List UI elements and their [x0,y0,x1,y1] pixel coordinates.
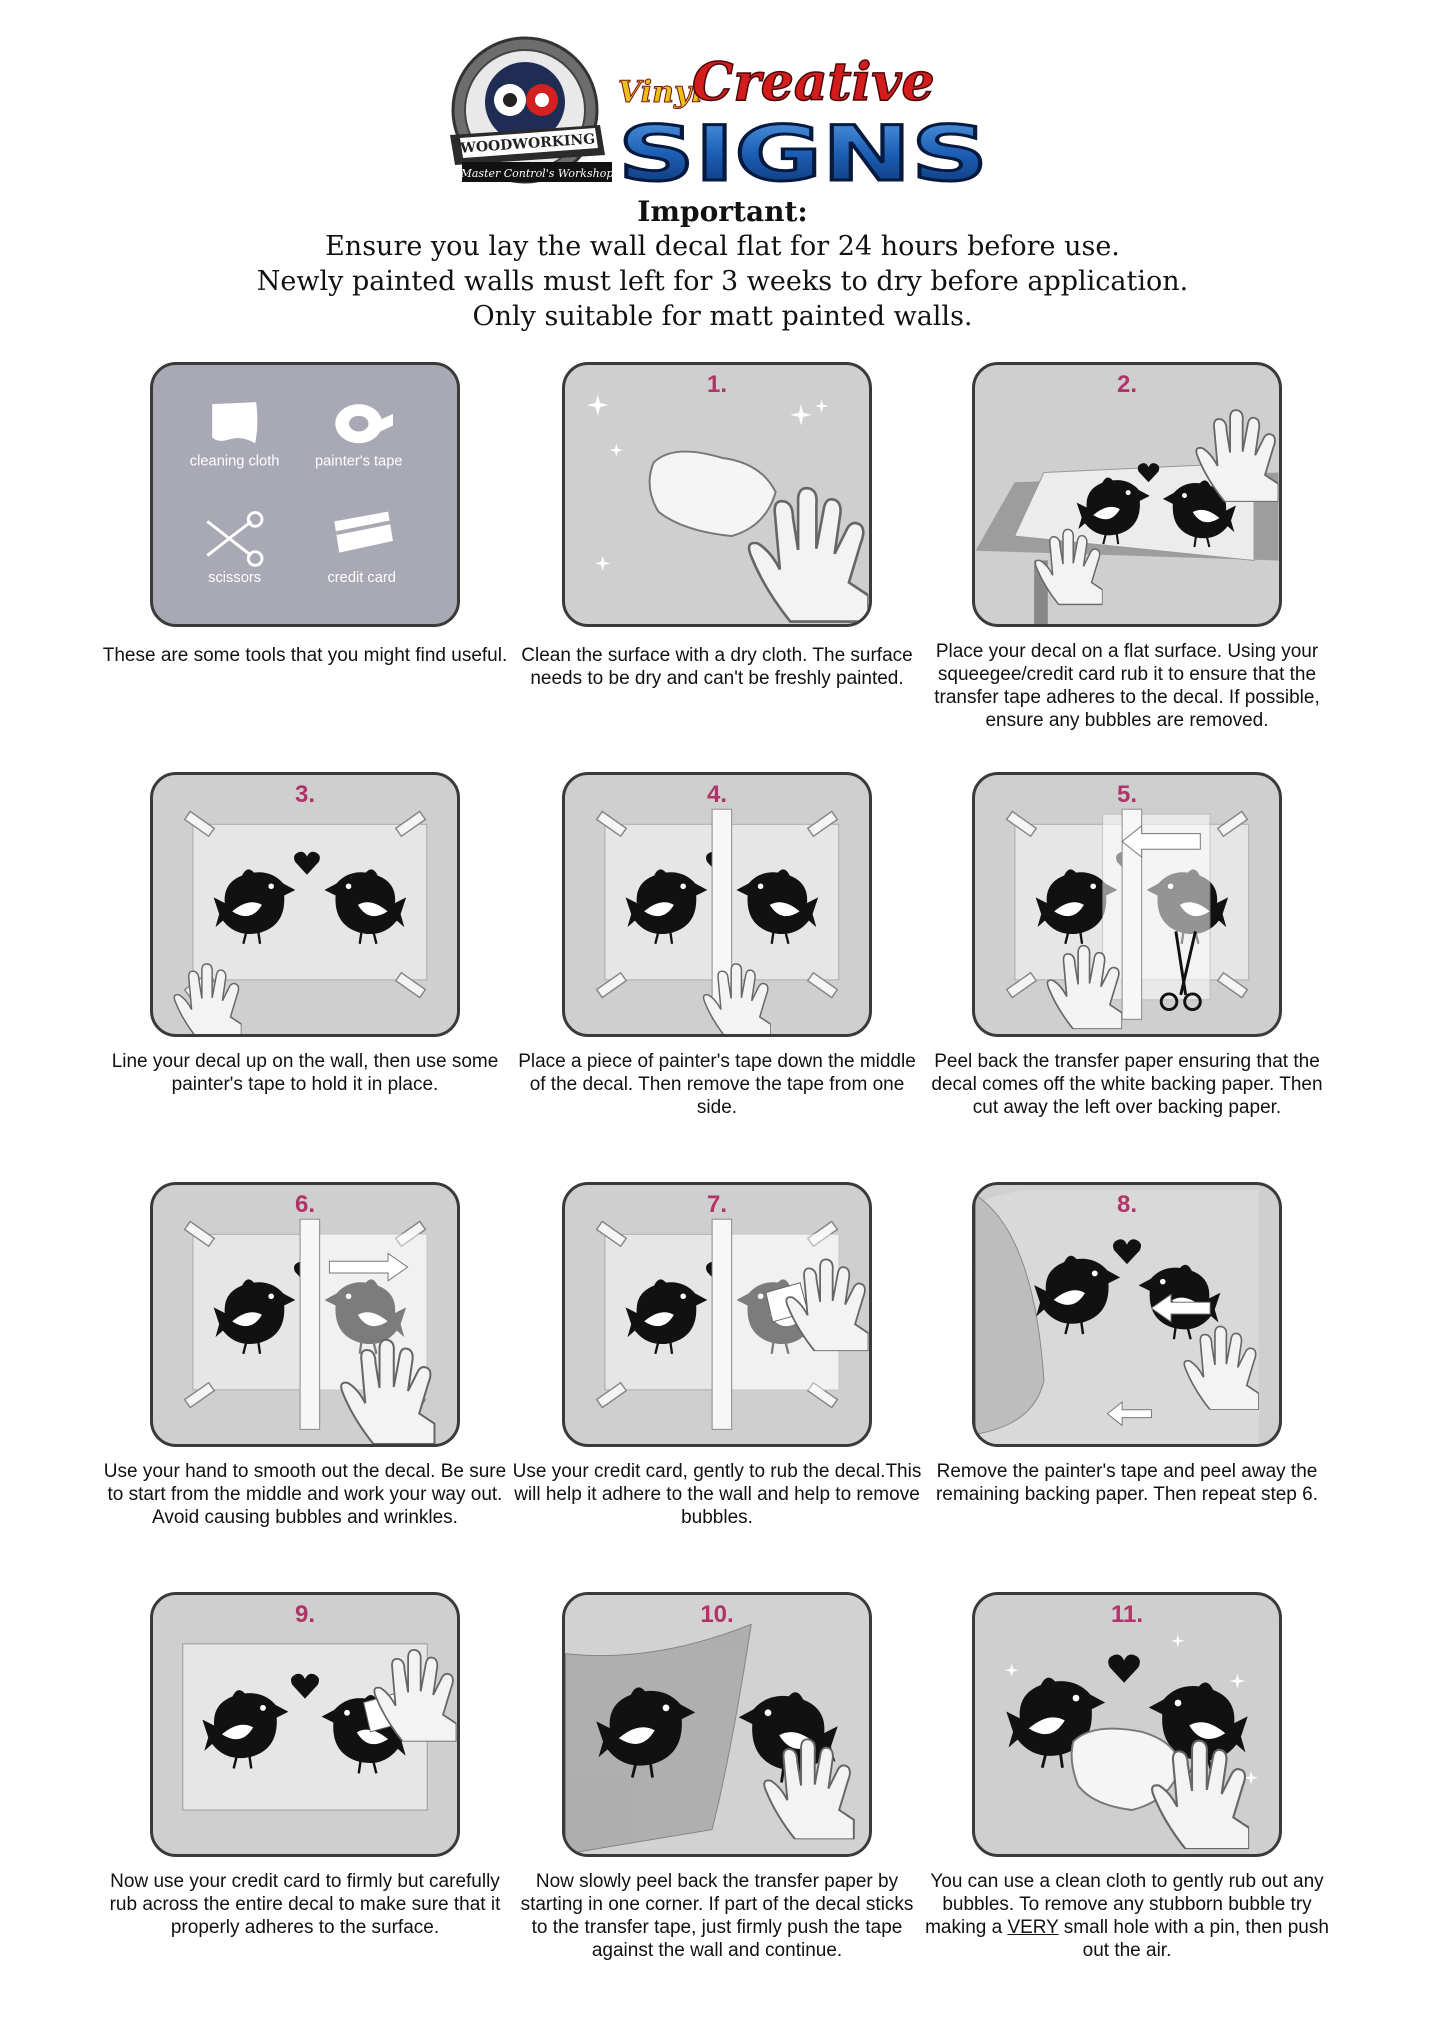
step-10 [512,1592,922,1992]
step-5 [922,772,1332,1172]
step-caption: Place a piece of painter's tape down the middle of the decal. Then remove the tape from one side. [518,1051,916,1118]
step-number: 11. [1110,1601,1144,1628]
notice-line: Only suitable for matt painted walls. [472,301,973,332]
notice-line: Newly painted walls must left for 3 weeks to dry before application. [256,266,1189,297]
step-11-illustration [975,1595,1279,1854]
step-8-illustration [975,1185,1279,1444]
step-1-panel [562,362,872,627]
step-5-illustration [975,775,1279,1034]
tools-panel [150,362,460,627]
step-number: 8. [1116,1191,1137,1218]
step-3-panel [150,772,460,1037]
step-9 [100,1592,510,1992]
scissors-label: scissors [208,569,262,586]
step-6-panel [150,1182,460,1447]
credit-card-label: credit card [327,569,396,586]
notice-heading: Important: [637,195,808,228]
step-7-illustration [565,1185,869,1444]
scissors-icon [207,513,262,566]
step-caption: Clean the surface with a dry cloth. The surface needs to be dry and can't be freshly painted. [521,645,913,689]
step-9-panel [150,1592,460,1857]
step-caption: Line your decal up on the wall, then use some painter's tape to hold it in place. [111,1051,499,1095]
step-2-panel [972,362,1282,627]
step-2-illustration [975,365,1279,624]
important-notice [0,195,1445,334]
step-number: 7. [706,1191,727,1218]
step-1-illustration [565,365,869,624]
step-number: 1. [706,371,727,398]
step-number: 6. [294,1191,315,1218]
step-6 [100,1182,510,1582]
cleaning-cloth-label: cleaning cloth [189,453,280,470]
svg-text:Vinyl: Vinyl [618,75,703,110]
notice-line: Ensure you lay the wall decal flat for 24 hours before use. [325,231,1120,262]
svg-text:WOODWORKING: WOODWORKING [459,131,596,157]
step-4-illustration [565,775,869,1034]
step-8 [922,1182,1332,1582]
step-caption: Use your hand to smooth out the decal. Be sure to start from the middle and work your way out. Avoid causing bubbles and wrinkles. [103,1461,507,1528]
step-9-illustration [153,1595,457,1854]
step-number: 2. [1116,371,1137,398]
cloth-icon [650,452,776,536]
step-caption: Now slowly peel back the transfer paper by starting in one corner. If part of the decal sticks to the transfer tape, just firmly push the tape against the wall and continue. [520,1871,914,1961]
svg-text:Master Control's Workshop: Master Control's Workshop [460,167,614,180]
step-2 [922,362,1332,762]
tools-illustration [153,365,457,624]
painters-tape-icon [335,404,393,443]
step-6-illustration [153,1185,457,1444]
emphasis-very: VERY [1007,1917,1059,1938]
brand-logo [440,30,1000,195]
step-8-panel [972,1182,1282,1447]
svg-text:SIGNS: SIGNS [618,109,988,195]
step-1 [512,362,922,762]
step-number: 4. [706,781,727,808]
step-5-panel [972,772,1282,1037]
painters-tape-label: painter's tape [314,453,403,470]
step-4-panel [562,772,872,1037]
step-7 [512,1182,922,1582]
step-number: 5. [1116,781,1137,808]
step-number: 10. [700,1601,734,1628]
step-caption: Use your credit card, gently to rub the decal.This will help it adhere to the wall and help to remove bubbles. [512,1461,922,1528]
step-10-panel [562,1592,872,1857]
header [0,0,1445,330]
step-number: 3. [294,781,315,808]
step-11-panel [972,1592,1282,1857]
step-caption: Place your decal on a flat surface. Using your squeegee/credit card rub it to ensure that the transfer tape adheres to the decal. If possible, ensure any bubbles are removed. [934,641,1320,731]
step-caption: Remove the painter's tape and peel away the remaining backing paper. Then repeat step 6. [935,1461,1318,1505]
step-4 [512,772,922,1172]
step-7-panel [562,1182,872,1447]
step-3 [100,772,510,1172]
svg-text:Creative: Creative [692,52,935,113]
step-caption: You can use a clean cloth to gently rub out any bubbles. To remove any stubborn bubble try making a VERY small hole with a pin, then push out the air. [925,1871,1329,1961]
step-caption: Peel back the transfer paper ensuring that the decal comes off the white backing paper. Then cut away the left over backing paper. [931,1051,1323,1118]
tools-cell [100,362,510,762]
step-10-illustration [565,1595,869,1854]
cleaning-cloth-icon [212,402,257,443]
step-3-illustration [153,775,457,1034]
tools-caption: These are some tools that you might find useful. [102,645,508,666]
credit-card-icon [334,512,393,553]
step-caption: Now use your credit card to firmly but carefully rub across the entire decal to make sure that it properly adheres to the surface. [109,1871,501,1938]
step-number: 9. [294,1601,315,1628]
step-11 [922,1592,1332,1992]
